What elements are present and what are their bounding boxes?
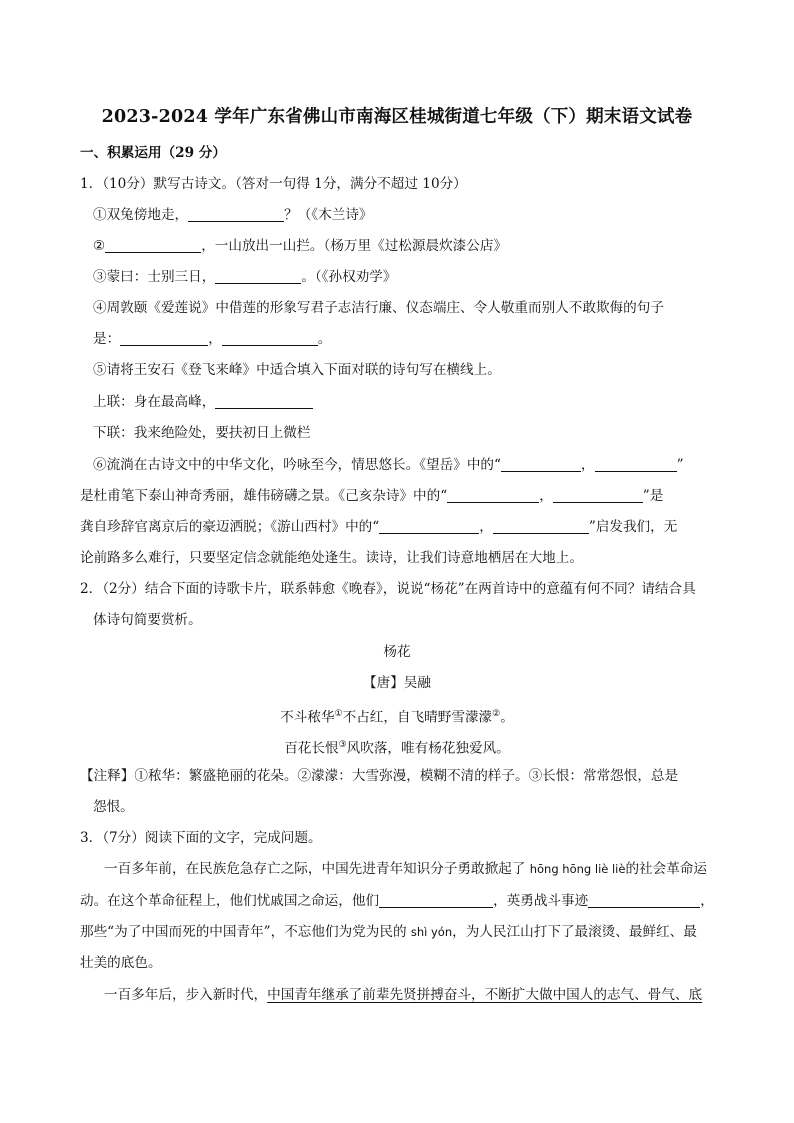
answer-blank[interactable] — [120, 331, 208, 346]
answer-blank[interactable] — [215, 269, 301, 284]
section-heading: 一、积累运用（29 分） — [80, 145, 226, 161]
poem-line-1: 不斗秾华①不占红，自飞晴野雪濛濛②。 — [280, 709, 514, 726]
q1-item-6-line1: ⑥流淌在古诗文中的中华文化，吟咏至今，情思悠长。《望岳》中的“ ， ” — [93, 457, 684, 473]
question-1-stem: 1．（10分）默写古诗文。（答对一句得 1分，满分不超过 10分） — [80, 176, 467, 192]
exam-title: 2023-2024 学年广东省佛山市南海区桂城街道七年级（下）期末语文试卷 — [101, 107, 693, 127]
answer-blank[interactable] — [222, 331, 318, 346]
q1-item-2: ② ，一山放出一山拦。（杨万里《过松源晨炊漆公店》 — [93, 238, 508, 254]
question-2-stem-line2: 体诗句简要赏析。 — [93, 612, 202, 628]
answer-blank[interactable] — [493, 519, 589, 534]
q3-paragraph-2-line1: 一百多年后，步入新时代，中国青年继承了前辈先贤拼搏奋斗，不断扩大做中国人的志气、骨气、底 — [104, 987, 703, 1003]
answer-blank[interactable] — [379, 893, 493, 908]
q1-item-5-line1: ⑤请将王安石《登飞来峰》中适合填入下面对联的诗句写在横线上。 — [93, 362, 501, 378]
q1-item-3: ③蒙曰：士别三日， 。（《孙权劝学》 — [93, 269, 397, 285]
q3-paragraph-1-line1: 一百多年前，在民族危急存亡之际，中国先进青年知识分子勇敢掀起了 hōng hōng liè liè的社会革命运 — [104, 861, 708, 877]
answer-blank[interactable] — [501, 457, 581, 472]
q1-item-1: ①双兔傍地走， ？（《木兰诗》 — [93, 207, 373, 223]
poem-title: 杨花 — [383, 644, 411, 660]
answer-blank[interactable] — [447, 488, 539, 503]
answer-blank[interactable] — [105, 238, 201, 253]
question-2-stem-line1: 2．（2分）结合下面的诗歌卡片，联系韩愈《晚春》，说说“杨花”在两首诗中的意蕴有何不同？请结合具 — [80, 581, 696, 597]
q1-item-6-line2: 是杜甫笔下泰山神奇秀丽，雄伟磅礴之景。《己亥杂诗》中的“ ， ”是 — [80, 488, 664, 504]
q3-paragraph-1-line4: 壮美的底色。 — [80, 955, 162, 971]
answer-blank[interactable] — [188, 207, 284, 222]
answer-blank[interactable] — [553, 488, 643, 503]
q3-paragraph-1-line3: 那些“为了中国而死的中国青年”，不忘他们为党为民的 shì yón，为人民江山打下了最滚烫、最鲜红、最 — [80, 924, 697, 940]
q3-paragraph-1-line2: 动。在这个革命征程上，他们忧戚国之命运，他们 ，英勇战斗事迹 ， — [80, 893, 714, 909]
q1-item-4-line2: 是： ， 。 — [93, 331, 332, 347]
question-3-stem: 3．（7分）阅读下面的文字，完成问题。 — [80, 830, 322, 846]
poem-notes-line2: 怨恨。 — [93, 799, 134, 815]
q1-item-4-line1: ④周敦颐《爱莲说》中借莲的形象写君子志洁行廉、仪态端庄、令人敬重而别人不敢欺侮的句子 — [93, 300, 664, 316]
q1-item-6-line3: 龚自珍辞官离京后的豪迈洒脱；《游山西村》中的“ ， ”启发我们，无 — [80, 519, 678, 535]
answer-blank[interactable] — [379, 519, 479, 534]
poem-notes-line1: 【注释】①秾华：繁盛艳丽的花朵。②濛濛：大雪弥漫，模糊不清的样子。③长恨：常常怨恨，总是 — [80, 768, 679, 784]
q1-item-5-lower: 下联：我来绝险处，要扶初日上微栏 — [93, 425, 311, 441]
q1-item-5-upper: 上联：身在最高峰， — [93, 392, 313, 412]
answer-blank[interactable] — [595, 457, 677, 472]
answer-blank[interactable] — [215, 394, 313, 409]
poem-author: 【唐】吴融 — [363, 675, 431, 691]
poem-line-2: 百花长恨③风吹落，唯有杨花独爱风。 — [284, 740, 510, 757]
q1-item-6-line4: 论前路多么难行，只要坚定信念就能绝处逢生。读诗，让我们诗意地栖居在大地上。 — [80, 550, 583, 566]
underlined-sentence: 中国青年继承了前辈先贤拼搏奋斗，不断扩大做中国人的志气、骨气、底 — [267, 987, 703, 1003]
answer-blank[interactable] — [588, 893, 700, 908]
